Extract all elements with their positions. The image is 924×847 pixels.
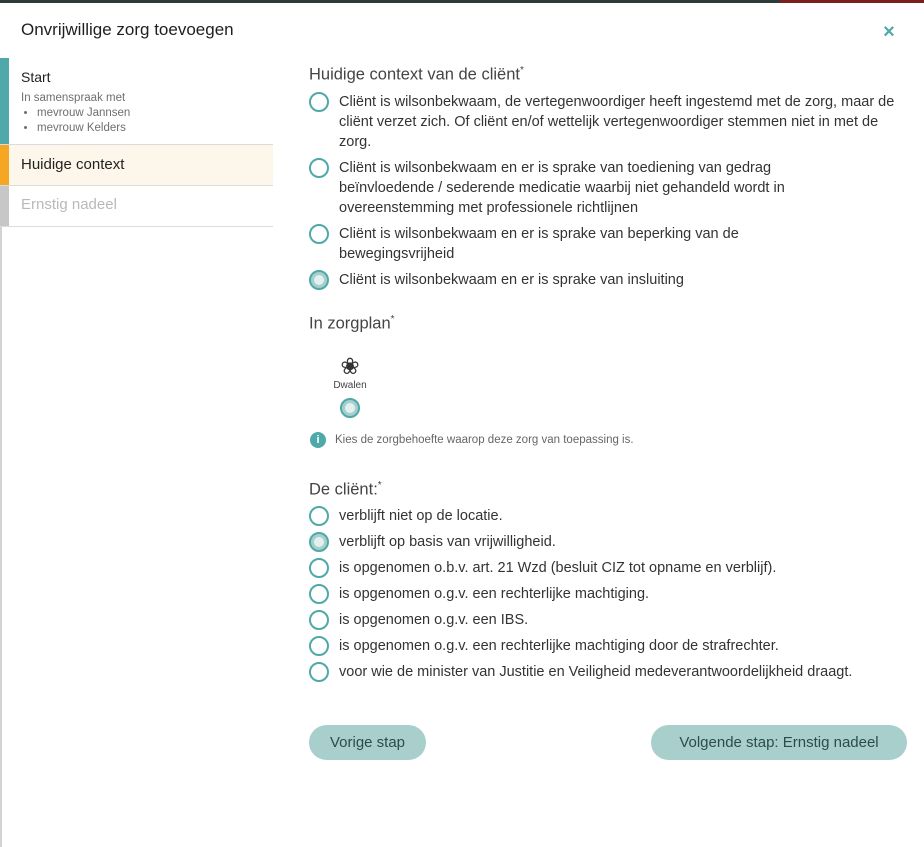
window-top-bar-accent — [780, 0, 924, 3]
next-step-button[interactable]: Volgende stap: Ernstig nadeel — [651, 725, 907, 760]
radio-button[interactable] — [309, 662, 329, 682]
option-label: Cliënt is wilsonbekwaam en er is sprake van insluiting — [339, 272, 684, 288]
zorgplan-item-dwalen[interactable] — [329, 353, 371, 391]
flower-icon: ❀ — [340, 353, 360, 379]
radio-button[interactable] — [309, 92, 329, 112]
previous-step-button[interactable]: Vorige stap — [309, 725, 426, 760]
list-item: • mevrouw Jannsen — [37, 106, 273, 121]
radio-button[interactable] — [309, 610, 329, 630]
client-option-7[interactable] — [309, 662, 899, 682]
info-hint — [310, 432, 634, 448]
client-option-5[interactable] — [309, 610, 899, 630]
radio-button-selected[interactable] — [309, 270, 329, 290]
option-label: verblijft op basis van vrijwilligheid. — [339, 534, 556, 550]
option-label: is opgenomen o.g.v. een rechterlijke machtiging. — [339, 586, 650, 602]
zorgplan-radio-dwalen[interactable] — [340, 398, 360, 418]
step-indicator-start — [0, 58, 9, 144]
option-label: Cliënt is wilsonbekwaam, de vertegenwoordiger heeft ingestemd met de zorg, maar de cliënt verzet zich. Of cliënt en/of wettelijk vertegenwoordiger stemmen niet in met de zorg. — [339, 94, 895, 150]
client-option-6[interactable] — [309, 636, 899, 656]
radio-button[interactable] — [309, 584, 329, 604]
step-label: Huidige context — [21, 156, 125, 173]
client-option-4[interactable] — [309, 584, 899, 604]
sidebar-step-huidige-context[interactable] — [0, 145, 273, 186]
option-label: is opgenomen o.g.v. een IBS. — [339, 612, 529, 628]
radio-button[interactable] — [309, 558, 329, 578]
radio-button-selected[interactable] — [309, 532, 329, 552]
option-label: Cliënt is wilsonbekwaam en er is sprake van toediening van gedrag beïnvloedende / sederende medicatie waarbij niet gehandeld wordt in overeenstemming met professionele richtlijnen — [339, 160, 785, 216]
option-label: Cliënt is wilsonbekwaam en er is sprake van beperking van de bewegingsvrijheid — [339, 226, 739, 262]
dialog-title: Onvrijwillige zorg toevoegen — [21, 20, 234, 39]
radio-button[interactable] — [309, 506, 329, 526]
context-option-4[interactable] — [309, 270, 899, 290]
info-text: Kies de zorgbehoefte waarop deze zorg van toepassing is. — [335, 434, 634, 446]
radio-button[interactable] — [309, 224, 329, 244]
sidebar-step-ernstig-nadeel — [0, 186, 273, 227]
option-label: is opgenomen o.g.v. een rechterlijke machtiging door de strafrechter. — [339, 638, 779, 654]
context-option-2[interactable] — [309, 158, 869, 218]
info-icon: i — [310, 432, 326, 448]
context-section-title: Huidige context van de cliënt* — [309, 65, 524, 84]
client-option-1[interactable] — [309, 506, 899, 526]
option-label: voor wie de minister van Justitie en Veiligheid medeverantwoordelijkheid draagt. — [339, 664, 853, 680]
step-label: Ernstig nadeel — [21, 196, 117, 213]
client-section-title: De cliënt:* — [309, 480, 382, 499]
option-label: is opgenomen o.b.v. art. 21 Wzd (besluit CIZ tot opname en verblijf). — [339, 560, 777, 576]
list-item: • mevrouw Kelders — [37, 121, 273, 136]
radio-button[interactable] — [309, 636, 329, 656]
step-label: Start — [21, 69, 51, 85]
context-option-3[interactable] — [309, 224, 829, 264]
zorgplan-item-label: Dwalen — [333, 380, 367, 391]
close-icon[interactable]: × — [883, 21, 895, 43]
step-indicator-context — [0, 145, 9, 185]
sidebar-step-start[interactable] — [0, 58, 273, 145]
zorgplan-section-title: In zorgplan* — [309, 314, 395, 333]
step-people-list — [21, 106, 273, 136]
step-subtitle: In samenspraak met — [21, 92, 126, 104]
client-option-3[interactable] — [309, 558, 899, 578]
step-indicator-nadeel — [0, 186, 9, 226]
radio-button[interactable] — [309, 158, 329, 178]
window-top-bar — [0, 0, 780, 3]
option-label: verblijft niet op de locatie. — [339, 508, 503, 524]
client-option-2[interactable] — [309, 532, 899, 552]
context-option-1[interactable] — [309, 92, 899, 152]
